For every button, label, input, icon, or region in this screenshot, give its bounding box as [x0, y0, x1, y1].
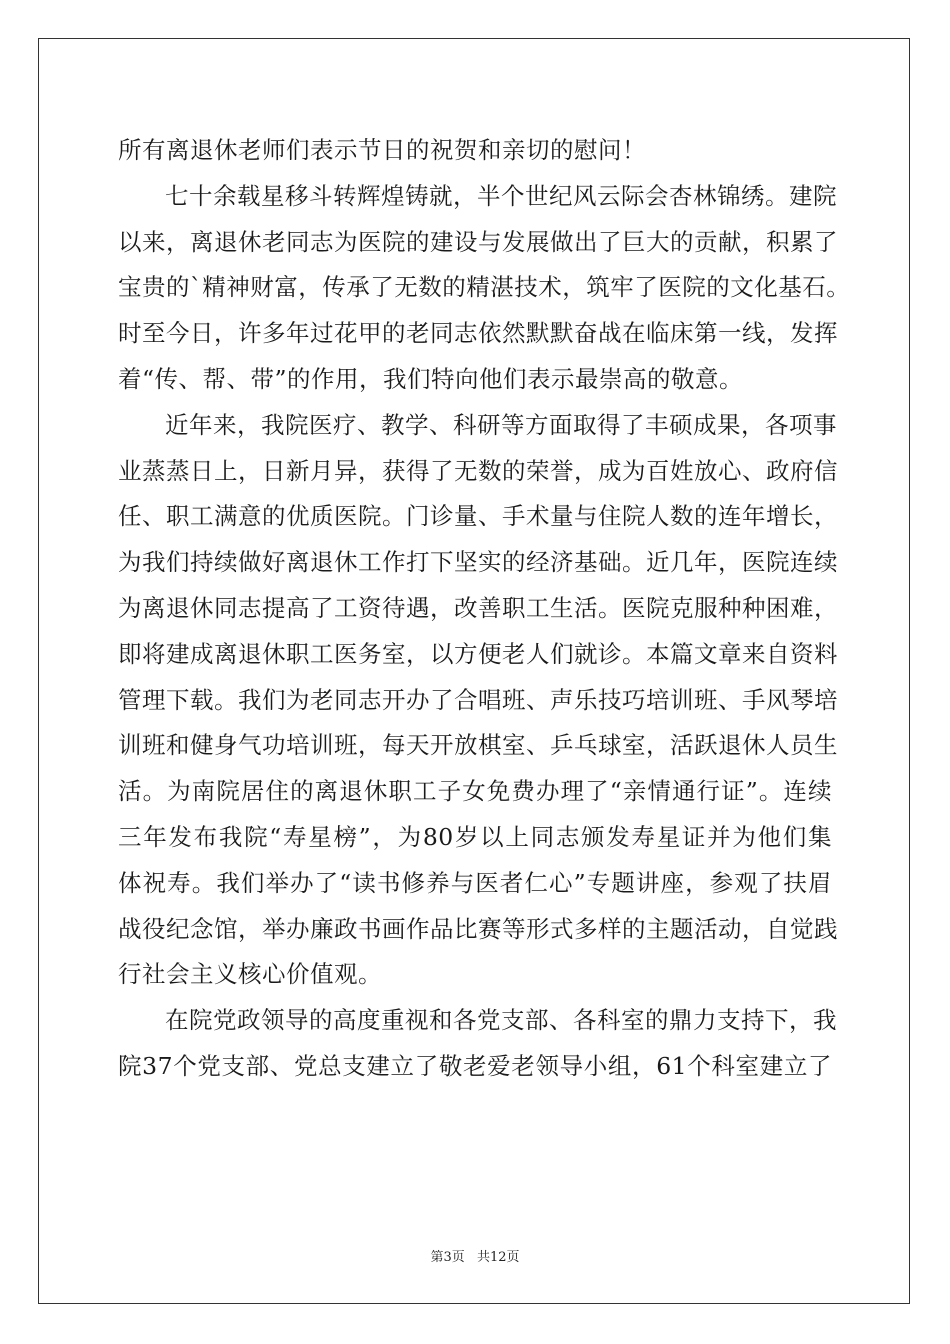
text-line: 行社会主义核心价值观。 [118, 960, 382, 989]
page-total: 共12页 [476, 1250, 520, 1265]
text-line: 战役纪念馆，举办廉政书画作品比赛等形式多样的主题活动，自觉践 [118, 914, 838, 943]
text-line: 即将建成离退休职工医务室，以方便老人们就诊。本篇文章来自资料 [118, 639, 838, 668]
text-line: 宝贵的`精神财富，传承了无数的精湛技术，筑牢了医院的文化基石。 [118, 273, 851, 302]
text-line: 为离退休同志提高了工资待遇，改善职工生活。医院克服种种困难， [118, 593, 838, 622]
text-line: 在院党政领导的高度重视和各党支部、各科室的鼎力支持下，我 [165, 1006, 837, 1035]
text-line: 七十余载星移斗转辉煌铸就，半个世纪风云际会杏林锦绣。建院 [165, 181, 837, 210]
text-line: 着“传、帮、带”的作用，我们特向他们表示最崇高的敬意。 [118, 364, 744, 393]
text-line: 体祝寿。我们举办了“读书修养与医者仁心”专题讲座，参观了扶眉 [118, 868, 832, 897]
page-number: 第3页 [430, 1250, 465, 1265]
text-line: 以来，离退休老同志为医院的建设与发展做出了巨大的贡献，积累了 [118, 227, 838, 256]
text-line: 管理下载。我们为老同志开办了合唱班、声乐技巧培训班、手风琴培 [118, 685, 838, 714]
text-line: 时至今日，许多年过花甲的老同志依然默默奋战在临床第一线，发挥 [118, 319, 838, 348]
text-line: 训班和健身气功培训班，每天开放棋室、乒乓球室，活跃退休人员生 [118, 731, 838, 760]
text-line: 任、职工满意的优质医院。门诊量、手术量与住院人数的连年增长， [118, 502, 838, 531]
text-line: 三年发布我院“寿星榜”，为80岁以上同志颁发寿星证并为他们集 [118, 822, 832, 851]
text-line: 院37个党支部、党总支建立了敬老爱老领导小组，61个科室建立了 [118, 1051, 832, 1080]
text-line: 活。为南院居住的离退休职工子女免费办理了“亲情通行证”。连续 [118, 777, 832, 806]
text-line: 业蒸蒸日上，日新月异，获得了无数的荣誉，成为百姓放心、政府信 [118, 456, 838, 485]
text-line: 所有离退休老师们表示节日的祝贺和亲切的慰问！ [118, 136, 646, 164]
text-line: 为我们持续做好离退休工作打下坚实的经济基础。近几年，医院连续 [118, 548, 838, 577]
page-footer [0, 1246, 950, 1265]
document-body [118, 128, 851, 1090]
text-line: 近年来，我院医疗、教学、科研等方面取得了丰硕成果，各项事 [165, 410, 837, 439]
